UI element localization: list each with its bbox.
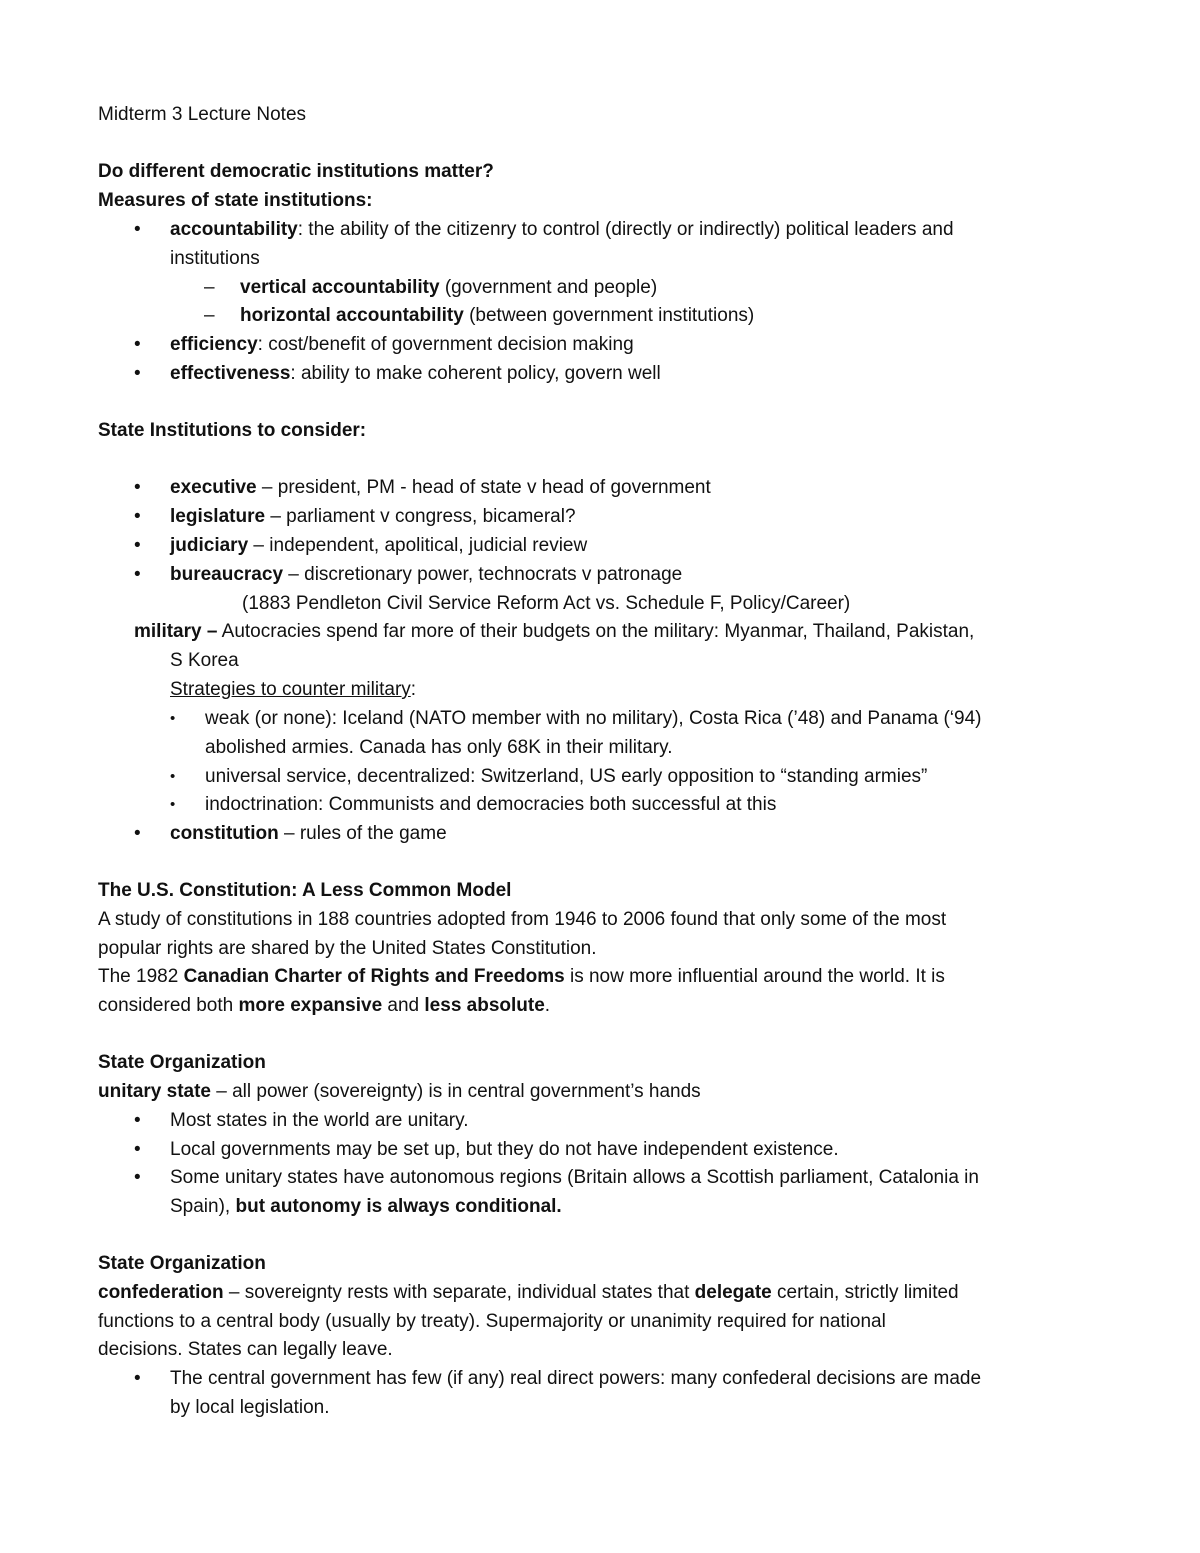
bullet-icon: • — [134, 564, 141, 585]
institution-constitution — [170, 821, 447, 847]
unitary-bullet-3: Some unitary states have autonomous regions (Britain allows a Scottish parliament, Catalonia in — [170, 1167, 979, 1188]
term-military: military – — [134, 621, 218, 642]
dash-icon: – — [204, 305, 215, 326]
confederation-bullet-1: The central government has few (if any) real direct powers: many confederal decisions are made — [170, 1368, 982, 1389]
bullet-icon: • — [134, 506, 141, 527]
bullet-icon: • — [134, 1167, 141, 1188]
term-delegate: delegate — [694, 1282, 772, 1303]
strategy-universal: universal service, decentralized: Switzerland, US early opposition to “standing armies” — [205, 766, 928, 787]
us-paragraph-line1: A study of constitutions in 188 countries adopted from 1946 to 2006 found that only some of the most — [98, 909, 947, 930]
unitary-bullet-1: Most states in the world are unitary. — [170, 1110, 469, 1131]
strategies-line — [170, 677, 416, 703]
us-paragraph-line2: popular rights are shared by the United States Constitution. — [98, 938, 597, 959]
confederation-line3: decisions. States can legally leave. — [98, 1339, 393, 1360]
military-text: Autocracies spend far more of their budgets on the military: Myanmar, Thailand, Pakistan, — [217, 621, 975, 642]
term-effectiveness: effectiveness — [170, 363, 291, 384]
measures-heading: Measures of state institutions: — [98, 190, 373, 211]
measure-vertical — [240, 275, 657, 301]
text-span: The 1982 — [98, 966, 184, 987]
text-span: – sovereignty rests with separate, individual states that — [223, 1282, 695, 1303]
unitary-bullet-2: Local governments may be set up, but they do not have independent existence. — [170, 1139, 839, 1160]
term-horizontal: horizontal accountability — [240, 305, 464, 326]
constitution-text: – rules of the game — [278, 823, 447, 844]
institutions-heading: State Institutions to consider: — [98, 420, 367, 441]
text-span: . — [544, 995, 551, 1016]
term-confederation: confederation — [98, 1282, 224, 1303]
strategy-weak: weak (or none): Iceland (NATO member with no military), Costa Rica (’48) and Panama (‘94) — [205, 708, 982, 729]
autonomy-conditional: but autonomy is always conditional. — [235, 1196, 562, 1217]
strategy-indoctrination: indoctrination: Communists and democracies both successful at this — [205, 794, 777, 815]
term-unitary-state: unitary state — [98, 1081, 211, 1102]
state-organization-heading: State Organization — [98, 1052, 266, 1073]
confederation-line2: functions to a central body (usually by treaty). Supermajority or unanimity required for national — [98, 1311, 886, 1332]
unitary-bullet-3-continued — [170, 1194, 562, 1220]
term-executive: executive — [170, 477, 257, 498]
text-span: and — [382, 995, 425, 1016]
measure-efficiency — [170, 332, 634, 358]
term-vertical: vertical accountability — [240, 277, 440, 298]
bullet-icon: • — [134, 823, 141, 844]
institution-legislature — [170, 504, 576, 530]
term-efficiency: efficiency — [170, 334, 258, 355]
us-paragraph-line3 — [98, 964, 945, 990]
doc-title: Midterm 3 Lecture Notes — [98, 104, 307, 125]
bullet-icon: • — [134, 1368, 141, 1389]
strategies-colon: : — [410, 679, 417, 700]
us-constitution-heading: The U.S. Constitution: A Less Common Model — [98, 880, 512, 901]
bureaucracy-text: – discretionary power, technocrats v patronage — [283, 564, 683, 585]
dash-icon: – — [204, 277, 215, 298]
bullet-icon: • — [134, 477, 141, 498]
less-absolute: less absolute — [424, 995, 545, 1016]
term-bureaucracy: bureaucracy — [170, 564, 284, 585]
bullet-icon: • — [170, 796, 176, 813]
canadian-charter: Canadian Charter of Rights and Freedoms — [183, 966, 565, 987]
institution-bureaucracy — [170, 562, 682, 588]
state-organization-heading-2: State Organization — [98, 1253, 266, 1274]
term-legislature: legislature — [170, 506, 266, 527]
us-paragraph-line4 — [98, 993, 550, 1019]
efficiency-text: : cost/benefit of government decision making — [257, 334, 634, 355]
bullet-icon: • — [134, 219, 141, 240]
text-span: certain, strictly limited — [771, 1282, 959, 1303]
confederation-bullet-1-continued: by local legislation. — [170, 1397, 330, 1418]
effectiveness-text: : ability to make coherent policy, govern well — [290, 363, 661, 384]
institution-judiciary — [170, 533, 587, 559]
bullet-icon: • — [134, 334, 141, 355]
measure-effectiveness — [170, 361, 661, 387]
term-accountability: accountability — [170, 219, 298, 240]
institution-executive — [170, 475, 711, 501]
bullet-icon: • — [170, 710, 176, 727]
bullet-icon: • — [134, 363, 141, 384]
unitary-text: – all power (sovereignty) is in central government’s hands — [210, 1081, 701, 1102]
legislature-text: – parliament v congress, bicameral? — [265, 506, 576, 527]
executive-text: – president, PM - head of state v head of government — [256, 477, 711, 498]
military-continued: S Korea — [170, 650, 239, 671]
bullet-icon: • — [134, 1110, 141, 1131]
strategy-weak-continued: abolished armies. Canada has only 68K in their military. — [205, 737, 673, 758]
bullet-icon: • — [170, 768, 176, 785]
term-constitution: constitution — [170, 823, 279, 844]
institution-military — [134, 619, 974, 645]
confederation-definition — [98, 1280, 959, 1306]
bullet-icon: • — [134, 1139, 141, 1160]
unitary-definition — [98, 1079, 701, 1105]
measure-accountability — [170, 217, 954, 243]
vertical-text: (government and people) — [439, 277, 658, 298]
bureaucracy-note: (1883 Pendleton Civil Service Reform Act vs. Schedule F, Policy/Career) — [242, 593, 851, 614]
horizontal-text: (between government institutions) — [463, 305, 755, 326]
accountability-continued: institutions — [170, 248, 260, 269]
text-span: is now more influential around the world. It is — [564, 966, 945, 987]
strategies-heading: Strategies to counter military — [170, 679, 411, 700]
measure-horizontal — [240, 303, 754, 329]
term-judiciary: judiciary — [170, 535, 249, 556]
question-heading: Do different democratic institutions matter? — [98, 161, 494, 182]
more-expansive: more expansive — [238, 995, 383, 1016]
bullet-icon: • — [134, 535, 141, 556]
accountability-text: : the ability of the citizenry to control (directly or indirectly) political leaders and — [297, 219, 954, 240]
judiciary-text: – independent, apolitical, judicial review — [248, 535, 588, 556]
text-span: considered both — [98, 995, 239, 1016]
text-span: Spain), — [170, 1196, 236, 1217]
